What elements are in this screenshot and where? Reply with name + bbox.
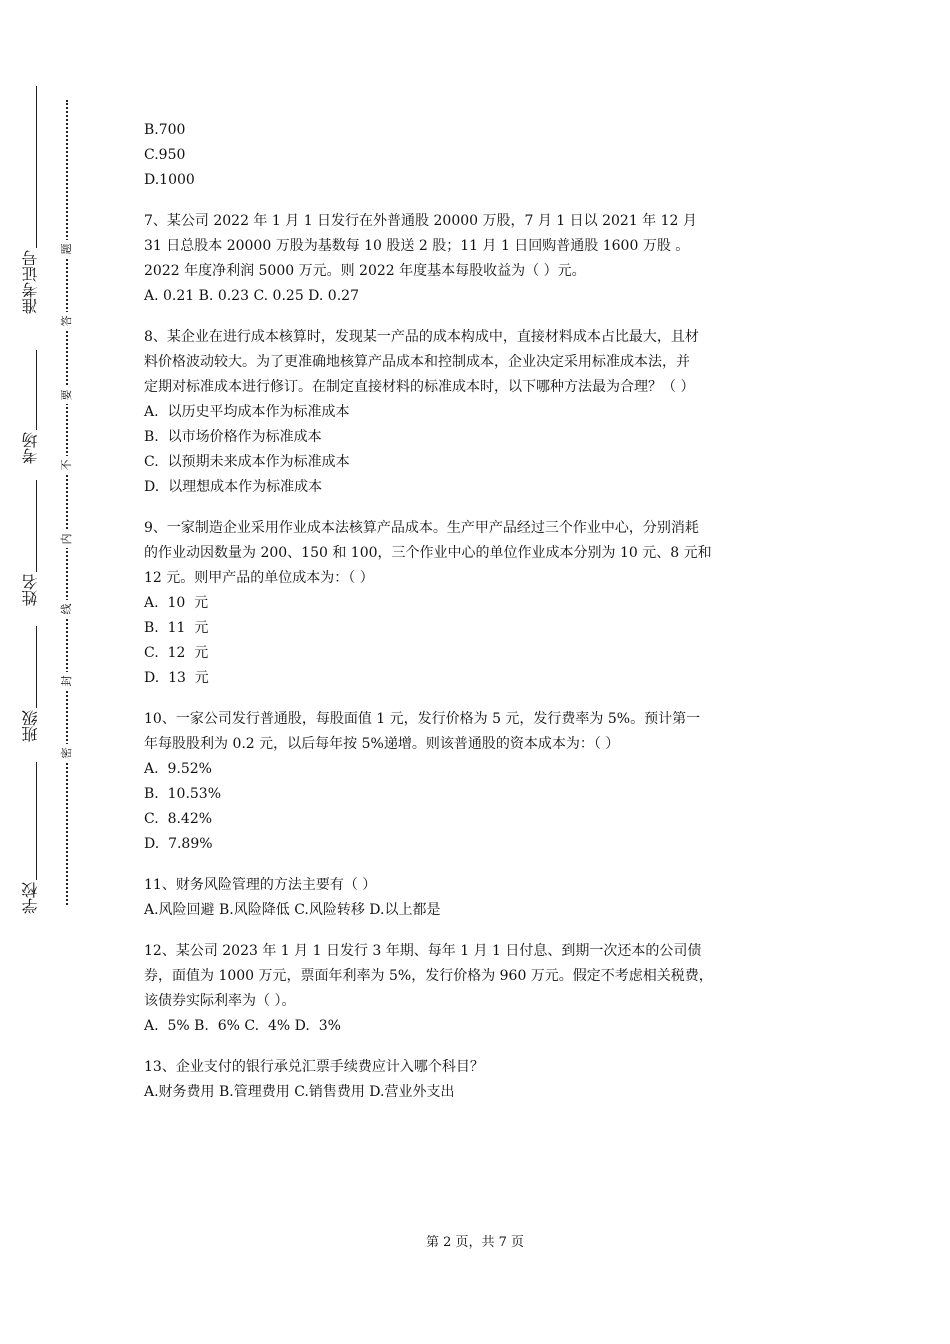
option: D. 以理想成本作为标准成本 bbox=[144, 479, 323, 495]
option: A. 9.52% bbox=[144, 761, 212, 777]
option: D.1000 bbox=[144, 172, 195, 188]
option: A.风险回避 B.风险降低 C.风险转移 D.以上都是 bbox=[144, 902, 441, 918]
margin-underline bbox=[36, 480, 37, 572]
seal-char: 不 bbox=[58, 456, 76, 474]
seal-char: 内 bbox=[58, 530, 76, 548]
seal-dotted-line bbox=[66, 100, 68, 905]
margin-underline bbox=[36, 86, 37, 248]
option: B. 10.53% bbox=[144, 786, 222, 802]
option: D. 13 元 bbox=[144, 670, 209, 686]
question-8 bbox=[144, 325, 812, 500]
question-10 bbox=[144, 707, 812, 857]
question-line: 7、某公司 2022 年 1 月 1 日发行在外普通股 20000 万股，7 月 1 日以 2021 年 12 月 bbox=[144, 213, 697, 229]
seal-char: 题 bbox=[58, 240, 76, 258]
margin-field-exam-room: 考场 bbox=[21, 432, 40, 464]
question-line: 2022 年度净利润 5000 万元。则 2022 年度基本每股收益为（ ）元。 bbox=[144, 263, 586, 279]
option: C. 以预期未来成本作为标准成本 bbox=[144, 454, 350, 470]
question-12 bbox=[144, 939, 812, 1039]
seal-char: 密 bbox=[58, 744, 76, 762]
margin-underline bbox=[36, 762, 37, 880]
option: C.950 bbox=[144, 147, 186, 163]
question-line: 8、某企业在进行成本核算时，发现某一产品的成本构成中，直接材料成本占比最大，且材 bbox=[144, 329, 699, 345]
question-line: 12 元。则甲产品的单位成本为：（ ） bbox=[144, 570, 374, 586]
seal-char: 要 bbox=[58, 386, 76, 404]
margin-underline bbox=[36, 350, 37, 430]
page-footer: 第 2 页，共 7 页 bbox=[425, 1235, 525, 1250]
option: C. 12 元 bbox=[144, 645, 209, 661]
question-line: 的作业动因数量为 200、150 和 100，三个作业中心的单位作业成本分别为 10 元、8 元和 bbox=[144, 545, 712, 561]
question-line: 11、财务风险管理的方法主要有（ ） bbox=[144, 877, 377, 893]
question-line: 10、一家公司发行普通股，每股面值 1 元，发行价格为 5 元，发行费率为 5%。预计第一 bbox=[144, 711, 701, 727]
option: B. 以市场价格作为标准成本 bbox=[144, 429, 322, 445]
option: B. 11 元 bbox=[144, 620, 209, 636]
question-line: 料价格波动较大。为了更准确地核算产品成本和控制成本，企业决定采用标准成本法，并 bbox=[144, 354, 690, 370]
question-line: 12、某公司 2023 年 1 月 1 日发行 3 年期、每年 1 月 1 日付息、到期一次还本的公司债 bbox=[144, 943, 702, 959]
previous-question-options bbox=[144, 118, 812, 193]
option: B.700 bbox=[144, 122, 186, 138]
margin-underline bbox=[36, 626, 37, 708]
seal-char: 线 bbox=[58, 600, 76, 618]
option: A. 10 元 bbox=[144, 595, 209, 611]
question-line: 券，面值为 1000 万元，票面年利率为 5%，发行价格为 960 万元。假定不考虑相关税费， bbox=[144, 968, 713, 984]
question-line: 31 日总股本 20000 万股为基数每 10 股送 2 股；11 月 1 日回购普通股 1600 万股 。 bbox=[144, 238, 690, 254]
option: A. 以历史平均成本作为标准成本 bbox=[144, 404, 350, 420]
seal-char: 封 bbox=[58, 672, 76, 690]
question-line: 定期对标准成本进行修订。在制定直接材料的标准成本时，以下哪种方法最为合理？（ ） bbox=[144, 379, 695, 395]
option: A. 0.21 B. 0.23 C. 0.25 D. 0.27 bbox=[144, 288, 359, 304]
question-7 bbox=[144, 209, 812, 309]
exam-content bbox=[144, 118, 812, 1121]
question-line: 该债券实际利率为（ ）。 bbox=[144, 993, 296, 1009]
margin-field-school: 学校 bbox=[21, 882, 40, 914]
option: A.财务费用 B.管理费用 C.销售费用 D.营业外支出 bbox=[144, 1084, 455, 1100]
seal-char: 答 bbox=[58, 312, 76, 330]
question-11 bbox=[144, 873, 812, 923]
option: A. 5% B. 6% C. 4% D. 3% bbox=[144, 1018, 341, 1034]
question-line: 13、企业支付的银行承兑汇票手续费应计入哪个科目？ bbox=[144, 1059, 484, 1075]
question-line: 9、一家制造企业采用作业成本法核算产品成本。生产甲产品经过三个作业中心，分别消耗 bbox=[144, 520, 699, 536]
option: C. 8.42% bbox=[144, 811, 213, 827]
margin-field-class: 班级 bbox=[21, 710, 40, 742]
margin-field-name: 姓名 bbox=[21, 574, 40, 606]
option: D. 7.89% bbox=[144, 836, 213, 852]
question-line: 年每股股利为 0.2 元，以后每年按 5%递增。则该普通股的资本成本为：（ ） bbox=[144, 736, 620, 752]
question-9 bbox=[144, 516, 812, 691]
question-13 bbox=[144, 1055, 812, 1105]
margin-field-exam-number: 准考证号 bbox=[21, 250, 40, 314]
